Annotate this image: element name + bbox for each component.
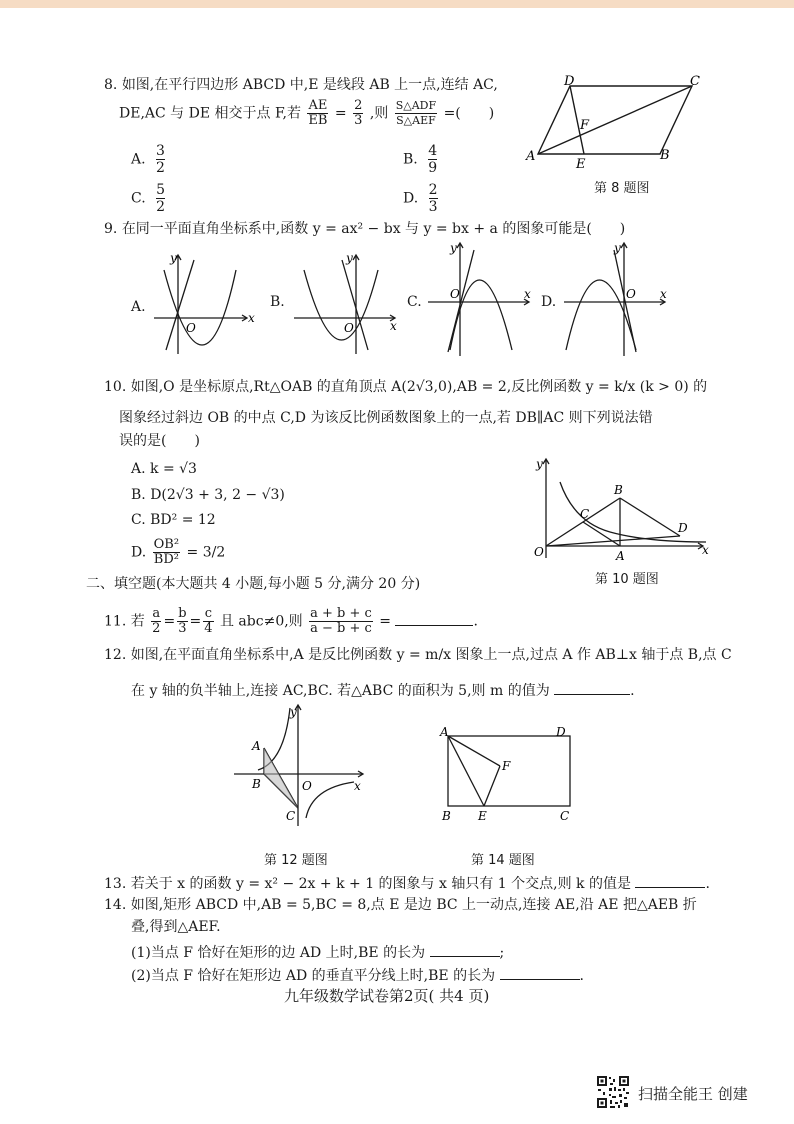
q12-number: 12. xyxy=(104,647,127,663)
q10-option-d: D. $\frac{\text{OB²}}{\text{BD²}}$ = 3/2 xyxy=(131,537,226,567)
svg-text:O: O xyxy=(344,321,354,335)
q8-option-a: A. $\frac{3}{2}$ xyxy=(131,143,165,176)
q10-caption: 第 10 题图 xyxy=(595,572,659,587)
q8-number: 8. xyxy=(104,77,118,93)
svg-text:y: y xyxy=(290,705,297,719)
page-footer: 九年级数学试卷第2页( 共4 页) xyxy=(284,987,490,1005)
svg-text:A: A xyxy=(252,739,261,753)
q14-text-line2: 叠,得到△AEF. xyxy=(131,919,221,935)
q9-number: 9. xyxy=(104,221,118,237)
q12-text-line1: 如图,在平面直角坐标系中,A 是反比例函数 y = m/x 图象上一点,过点 A 作 AB⊥x 轴于点 B,点 C xyxy=(130,647,732,663)
svg-text:F: F xyxy=(502,759,511,773)
svg-text:x: x xyxy=(702,543,709,557)
q8-condition-value: $\frac{2}{3}$ xyxy=(354,98,363,128)
q14-part2: (2)当点 F 恰好在矩形边 AD 的垂直平分线上时,BE 的长为 . xyxy=(131,965,584,985)
svg-text:x: x xyxy=(524,287,531,301)
svg-text:A: A xyxy=(616,549,625,563)
section2-heading: 二、填空题(本大题共 4 小题,每小题 5 分,满分 20 分) xyxy=(86,576,421,592)
svg-text:x: x xyxy=(390,319,397,333)
svg-text:x: x xyxy=(660,287,667,301)
q11-answer-blank[interactable] xyxy=(395,611,473,626)
svg-text:B: B xyxy=(442,809,451,823)
q14-line1 xyxy=(104,896,697,914)
svg-text:A: A xyxy=(440,725,449,739)
q8-line2 xyxy=(119,99,494,128)
q14-part1-answer-blank[interactable] xyxy=(430,942,500,957)
scan-top-band xyxy=(0,0,794,8)
svg-text:E: E xyxy=(478,809,487,823)
svg-text:x: x xyxy=(354,779,361,793)
q8-condition-fraction: $\frac{AE}{EB}$ xyxy=(308,98,328,128)
q11-number: 11. xyxy=(104,613,127,630)
svg-text:y: y xyxy=(170,251,177,265)
q9-graph-c xyxy=(424,240,534,358)
q8-area-ratio: $\frac{\text{S△ADF}}{\text{S△AEF}}$ xyxy=(395,99,437,127)
q8-parallelogram-figure xyxy=(520,72,710,172)
q12-caption: 第 12 题图 xyxy=(264,853,328,868)
q13-answer-blank[interactable] xyxy=(635,873,705,888)
q14-number: 14. xyxy=(104,897,127,913)
q10-option-c: C. BD² = 12 xyxy=(131,512,216,528)
q9-graph-b xyxy=(290,250,400,358)
q8-line1 xyxy=(104,76,498,94)
q8-label-e: E xyxy=(576,157,586,172)
q12-figure xyxy=(230,702,370,828)
q10-text-line3: 误的是( ) xyxy=(119,433,200,449)
q9-option-b-label: B. xyxy=(270,294,285,310)
svg-text:C: C xyxy=(580,507,590,521)
q8-text-line1: 如图,在平行四边形 ABCD 中,E 是线段 AB 上一点,连结 AC, xyxy=(121,77,498,93)
q11-line: 11. 若 $\frac{a}{2}$ = $\frac{b}{3}$ = $\frac{c}{4}$ 且 abc≠0,则 $\frac{a + b + c}{a - b + c}$ = . xyxy=(104,606,478,636)
q8-option-c: C. $\frac{5}{2}$ xyxy=(131,182,166,215)
q12-line1 xyxy=(104,646,732,664)
q10-option-a: A. k = √3 xyxy=(131,461,197,477)
svg-text:O: O xyxy=(302,779,312,793)
q12-line2: 在 y 轴的负半轴上,连接 AC,BC. 若△ABC 的面积为 5,则 m 的值为 . xyxy=(131,680,635,700)
svg-text:y: y xyxy=(450,241,457,255)
q8-equals: = xyxy=(334,105,347,122)
svg-text:D: D xyxy=(678,521,688,535)
q8-label-a: A xyxy=(526,149,536,164)
qr-code-icon xyxy=(596,1075,630,1109)
q10-number: 10. xyxy=(104,379,127,395)
q14-text-line1: 如图,矩形 ABCD 中,AB = 5,BC = 8,点 E 是边 BC 上一动点,连接 AE,沿 AE 把△AEB 折 xyxy=(130,897,697,913)
q8-label-d: D xyxy=(564,74,575,89)
q14-figure xyxy=(436,722,582,826)
q8-then: ,则 xyxy=(369,105,389,122)
q8-label-b: B xyxy=(660,148,670,163)
q8-label-f: F xyxy=(580,118,590,133)
q9-option-c-label: C. xyxy=(407,294,422,310)
svg-text:O: O xyxy=(534,545,544,559)
svg-text:y: y xyxy=(346,251,353,265)
q12-text-line2: 在 y 轴的负半轴上,连接 AC,BC. 若△ABC 的面积为 5,则 m 的值为 xyxy=(131,683,550,699)
q9-text: 在同一平面直角坐标系中,函数 y = ax² − bx 与 y = bx + a 的图象可能是( ) xyxy=(121,221,626,237)
scanner-brand-watermark: 扫描全能王 创建 xyxy=(638,1085,748,1103)
q10-option-b: B. D(2√3 + 3, 2 − √3) xyxy=(131,487,285,503)
q13-text: 若关于 x 的函数 y = x² − 2x + k + 1 的图象与 x 轴只有 1 个交点,则 k 的值是 xyxy=(130,876,631,892)
q14-caption: 第 14 题图 xyxy=(471,853,535,868)
q9-option-d-label: D. xyxy=(541,294,557,310)
q13-line: 13. 若关于 x 的函数 y = x² − 2x + k + 1 的图象与 x 轴只有 1 个交点,则 k 的值是 . xyxy=(104,873,710,893)
svg-text:D: D xyxy=(556,725,566,739)
q9-option-a-label: A. xyxy=(131,299,146,315)
svg-text:O: O xyxy=(626,287,636,301)
q9-graph-d xyxy=(560,240,670,358)
q8-label-c: C xyxy=(690,74,700,89)
svg-text:O: O xyxy=(186,321,196,335)
q8-text-line2-pre: DE,AC 与 DE 相交于点 F,若 xyxy=(119,105,301,122)
q14-part1: (1)当点 F 恰好在矩形的边 AD 上时,BE 的长为 ; xyxy=(131,942,504,962)
q9-graph-a xyxy=(150,250,260,358)
svg-text:B: B xyxy=(614,483,623,497)
svg-text:C: C xyxy=(560,809,570,823)
q14-part2-answer-blank[interactable] xyxy=(500,965,580,980)
q8-option-d: D. $\frac{2}{3}$ xyxy=(403,182,438,215)
q9-line xyxy=(104,220,625,238)
q8-answer-paren: =( ) xyxy=(443,105,495,122)
q10-text-line1: 如图,O 是坐标原点,Rt△OAB 的直角顶点 A(2√3,0),AB = 2,反比例函数 y = k/x (k > 0) 的 xyxy=(130,379,708,395)
q10-line1 xyxy=(104,378,707,396)
svg-text:y: y xyxy=(536,457,543,471)
q13-number: 13. xyxy=(104,876,127,892)
svg-text:C: C xyxy=(286,809,296,823)
svg-text:x: x xyxy=(248,311,255,325)
q10-text-line2: 图象经过斜边 OB 的中点 C,D 为该反比例函数图象上的一点,若 DB∥AC 则下列说法错 xyxy=(119,410,653,426)
q8-option-b: B. $\frac{4}{9}$ xyxy=(403,143,438,176)
q10-figure xyxy=(530,452,714,564)
svg-text:y: y xyxy=(614,241,621,255)
svg-text:B: B xyxy=(252,777,261,791)
q12-answer-blank[interactable] xyxy=(554,680,630,695)
svg-text:O: O xyxy=(450,287,460,301)
q8-caption: 第 8 题图 xyxy=(594,181,650,196)
